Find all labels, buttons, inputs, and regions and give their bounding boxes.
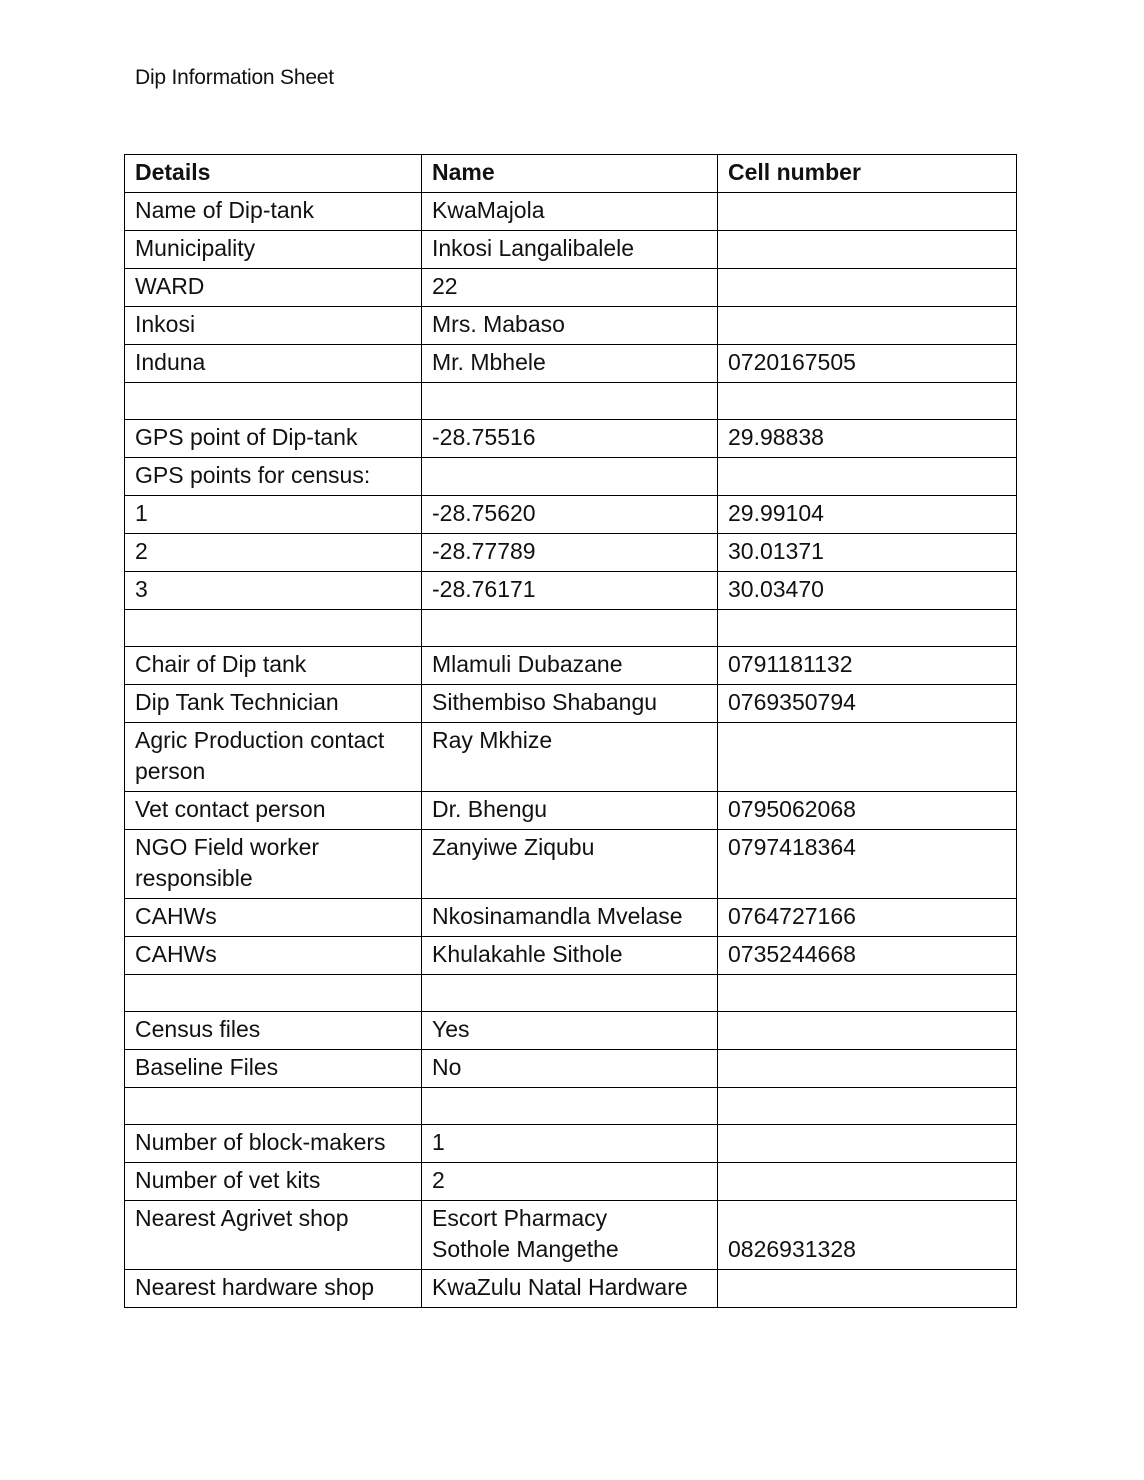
cell-number — [718, 458, 1017, 496]
table-row — [125, 792, 1017, 830]
header-cell-number: Cell number — [718, 155, 1017, 193]
cell-detail: Inkosi — [125, 307, 422, 345]
table-row — [125, 269, 1017, 307]
cell-name — [422, 610, 718, 647]
table-row — [125, 937, 1017, 975]
table-row — [125, 1050, 1017, 1088]
cell-name: KwaMajola — [422, 193, 718, 231]
table-row — [125, 1270, 1017, 1308]
cell-name: Mr. Mbhele — [422, 345, 718, 383]
cell-detail: Nearest Agrivet shop — [125, 1201, 422, 1270]
cell-name: Mlamuli Dubazane — [422, 647, 718, 685]
cell-detail — [125, 975, 422, 1012]
table-row — [125, 572, 1017, 610]
table-row — [125, 231, 1017, 269]
table-row — [125, 647, 1017, 685]
cell-number — [718, 1125, 1017, 1163]
cell-detail: Induna — [125, 345, 422, 383]
cell-detail: Municipality — [125, 231, 422, 269]
cell-number: 29.98838 — [718, 420, 1017, 458]
cell-number: 30.03470 — [718, 572, 1017, 610]
table-row — [125, 1012, 1017, 1050]
table-row — [125, 307, 1017, 345]
table-row-blank — [125, 610, 1017, 647]
cell-name: -28.77789 — [422, 534, 718, 572]
page-title: Dip Information Sheet — [135, 66, 334, 89]
cell-name: 1 — [422, 1125, 718, 1163]
cell-name: KwaZulu Natal Hardware — [422, 1270, 718, 1308]
cell-number: 0769350794 — [718, 685, 1017, 723]
cell-number — [718, 269, 1017, 307]
table-row — [125, 345, 1017, 383]
cell-number: 0720167505 — [718, 345, 1017, 383]
cell-number — [718, 975, 1017, 1012]
cell-number — [718, 1088, 1017, 1125]
cell-name: Inkosi Langalibalele — [422, 231, 718, 269]
dip-info-table — [124, 154, 1017, 1308]
cell-number — [718, 1050, 1017, 1088]
cell-detail: Nearest hardware shop — [125, 1270, 422, 1308]
table-row — [125, 534, 1017, 572]
cell-name: Khulakahle Sithole — [422, 937, 718, 975]
cell-number — [718, 193, 1017, 231]
cell-name: -28.75620 — [422, 496, 718, 534]
agrivet-cell-spacer — [728, 1203, 1006, 1234]
table-row — [125, 1163, 1017, 1201]
cell-number — [718, 1163, 1017, 1201]
cell-name: Sithembiso Shabangu — [422, 685, 718, 723]
cell-name — [422, 975, 718, 1012]
cell-detail: Chair of Dip tank — [125, 647, 422, 685]
cell-name — [422, 1088, 718, 1125]
cell-number — [718, 1201, 1017, 1270]
cell-detail: 2 — [125, 534, 422, 572]
cell-detail: Baseline Files — [125, 1050, 422, 1088]
cell-name: Dr. Bhengu — [422, 792, 718, 830]
cell-detail — [125, 610, 422, 647]
table-row-blank — [125, 383, 1017, 420]
cell-name: -28.76171 — [422, 572, 718, 610]
cell-name: Mrs. Mabaso — [422, 307, 718, 345]
cell-name: No — [422, 1050, 718, 1088]
table-row — [125, 496, 1017, 534]
cell-number: 29.99104 — [718, 496, 1017, 534]
table-row — [125, 830, 1017, 899]
cell-detail: Census files — [125, 1012, 422, 1050]
cell-name: Ray Mkhize — [422, 723, 718, 792]
cell-detail: NGO Field worker responsible — [125, 830, 422, 899]
header-name: Name — [422, 155, 718, 193]
cell-number: 0764727166 — [718, 899, 1017, 937]
cell-detail: Dip Tank Technician — [125, 685, 422, 723]
cell-detail: GPS point of Dip-tank — [125, 420, 422, 458]
cell-detail: Number of block-makers — [125, 1125, 422, 1163]
table-row-blank — [125, 1088, 1017, 1125]
cell-name — [422, 1201, 718, 1270]
cell-name: Nkosinamandla Mvelase — [422, 899, 718, 937]
cell-detail — [125, 383, 422, 420]
cell-number — [718, 723, 1017, 792]
cell-number — [718, 307, 1017, 345]
table-row-blank — [125, 975, 1017, 1012]
cell-detail: 3 — [125, 572, 422, 610]
table-row — [125, 685, 1017, 723]
cell-number: 0795062068 — [718, 792, 1017, 830]
cell-number — [718, 1270, 1017, 1308]
table-row — [125, 420, 1017, 458]
cell-detail: 1 — [125, 496, 422, 534]
cell-detail: CAHWs — [125, 937, 422, 975]
table-header-row — [125, 155, 1017, 193]
cell-name: 22 — [422, 269, 718, 307]
cell-number: 0735244668 — [718, 937, 1017, 975]
table-row — [125, 899, 1017, 937]
cell-name: Zanyiwe Ziqubu — [422, 830, 718, 899]
cell-number — [718, 383, 1017, 420]
cell-detail: CAHWs — [125, 899, 422, 937]
cell-detail: WARD — [125, 269, 422, 307]
header-details: Details — [125, 155, 422, 193]
table-row — [125, 723, 1017, 792]
agrivet-name-line2: Sothole Mangethe — [432, 1236, 619, 1262]
cell-detail: GPS points for census: — [125, 458, 422, 496]
table-row-agrivet — [125, 1201, 1017, 1270]
cell-number — [718, 1012, 1017, 1050]
cell-detail: Agric Production contact person — [125, 723, 422, 792]
cell-number: 30.01371 — [718, 534, 1017, 572]
agrivet-cell-number: 0826931328 — [728, 1236, 856, 1262]
cell-name: -28.75516 — [422, 420, 718, 458]
cell-name — [422, 383, 718, 420]
cell-name: 2 — [422, 1163, 718, 1201]
cell-number — [718, 610, 1017, 647]
cell-detail: Vet contact person — [125, 792, 422, 830]
cell-number — [718, 231, 1017, 269]
cell-detail: Name of Dip-tank — [125, 193, 422, 231]
table-row — [125, 1125, 1017, 1163]
cell-number: 0791181132 — [718, 647, 1017, 685]
cell-name — [422, 458, 718, 496]
cell-detail — [125, 1088, 422, 1125]
cell-number: 0797418364 — [718, 830, 1017, 899]
cell-detail: Number of vet kits — [125, 1163, 422, 1201]
cell-name: Yes — [422, 1012, 718, 1050]
table-row — [125, 193, 1017, 231]
agrivet-name-line1: Escort Pharmacy — [432, 1205, 608, 1231]
table-row — [125, 458, 1017, 496]
